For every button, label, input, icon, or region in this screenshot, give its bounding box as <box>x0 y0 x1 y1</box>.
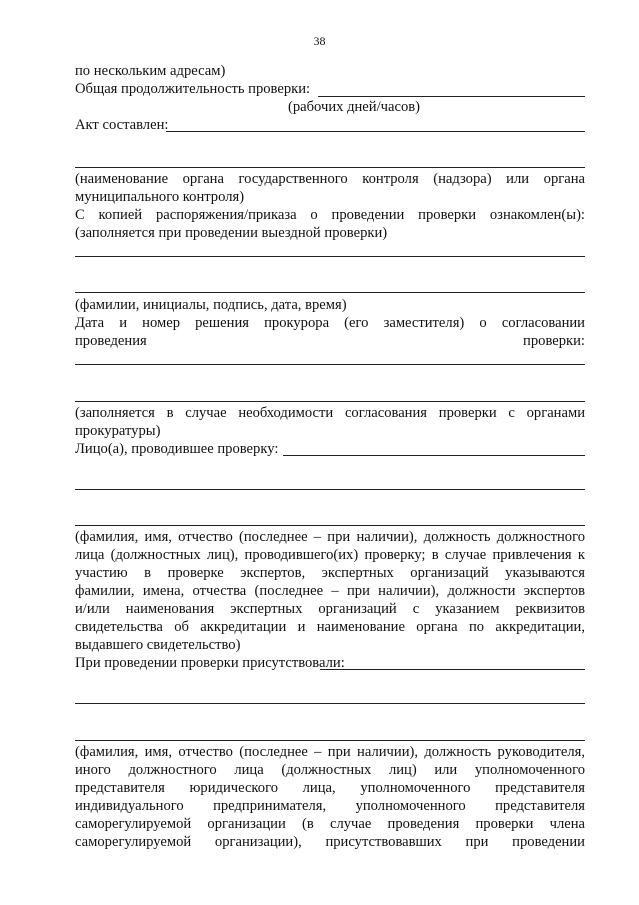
fill-line <box>75 740 585 741</box>
inspector-label: Лицо(а), проводившее проверку: <box>75 441 279 457</box>
text-line: фамилии, имена, отчества (последнее – при наличии), должности экспертов <box>75 583 585 599</box>
text-line: С копией распоряжения/приказа о проведении проверки ознакомлен(ы): <box>75 207 585 223</box>
fill-line <box>75 167 585 168</box>
text-line: иного должностного лица (должностных лиц) или уполномоченного <box>75 762 585 778</box>
text-line: (заполняется в случае необходимости согласования проверки с органами <box>75 405 585 421</box>
fill-line <box>75 703 585 704</box>
fill-line <box>75 401 585 402</box>
duration-label: Общая продолжительность проверки: <box>75 81 311 97</box>
text-line: (наименование органа государственного контроля (надзора) или органа <box>75 171 585 187</box>
text-line: саморегулируемой организации (в случае проведения проверки члена <box>75 816 585 832</box>
fill-line <box>75 256 585 257</box>
duration-hint: (рабочих дней/часов) <box>288 99 420 115</box>
present-fill-line <box>320 669 585 670</box>
duration-fill-line <box>318 96 585 97</box>
fill-line <box>75 525 585 526</box>
text-line: муниципального контроля) <box>75 189 245 205</box>
present-label: При проведении проверки присутствовали: <box>75 655 345 671</box>
text-line: лица (должностных лиц), проводившего(их) проверку; в случае привлечения к <box>75 547 585 563</box>
act-drawn-fill-line <box>166 131 585 132</box>
text-line: проведения <box>75 333 147 349</box>
fill-line <box>75 292 585 293</box>
fill-line <box>75 489 585 490</box>
text-line: свидетельства об аккредитации и наименование органа по аккредитации, <box>75 619 585 635</box>
text-line: (фамилия, имя, отчество (последнее – при наличии), должность должностного <box>75 529 585 545</box>
act-drawn-label: Акт составлен: <box>75 117 169 133</box>
text-line: саморегулируемой организации), присутствовавших при проведении <box>75 834 585 850</box>
text-line: Дата и номер решения прокурора (его заместителя) о согласовании <box>75 315 585 331</box>
text-line: (фамилия, имя, отчество (последнее – при наличии), должность руководителя, <box>75 744 585 760</box>
page-number: 38 <box>313 34 326 48</box>
fill-line <box>75 364 585 365</box>
text-line: проверки: <box>523 333 585 349</box>
text-line: индивидуального предпринимателя, уполномоченного представителя <box>75 798 585 814</box>
text-line: участию в проверке экспертов, экспертных организаций указываются <box>75 565 585 581</box>
text-line: по нескольким адресам) <box>75 63 226 79</box>
text-line: и/или наименования экспертных организаций с указанием реквизитов <box>75 601 585 617</box>
text-line: выдавшего свидетельство) <box>75 637 241 653</box>
text-line: (заполняется при проведении выездной проверки) <box>75 225 388 241</box>
text-line: представителя юридического лица, уполномоченного представителя <box>75 780 585 796</box>
text-line: прокуратуры) <box>75 423 161 439</box>
inspector-fill-line <box>283 455 585 456</box>
text-line: (фамилии, инициалы, подпись, дата, время) <box>75 297 347 313</box>
